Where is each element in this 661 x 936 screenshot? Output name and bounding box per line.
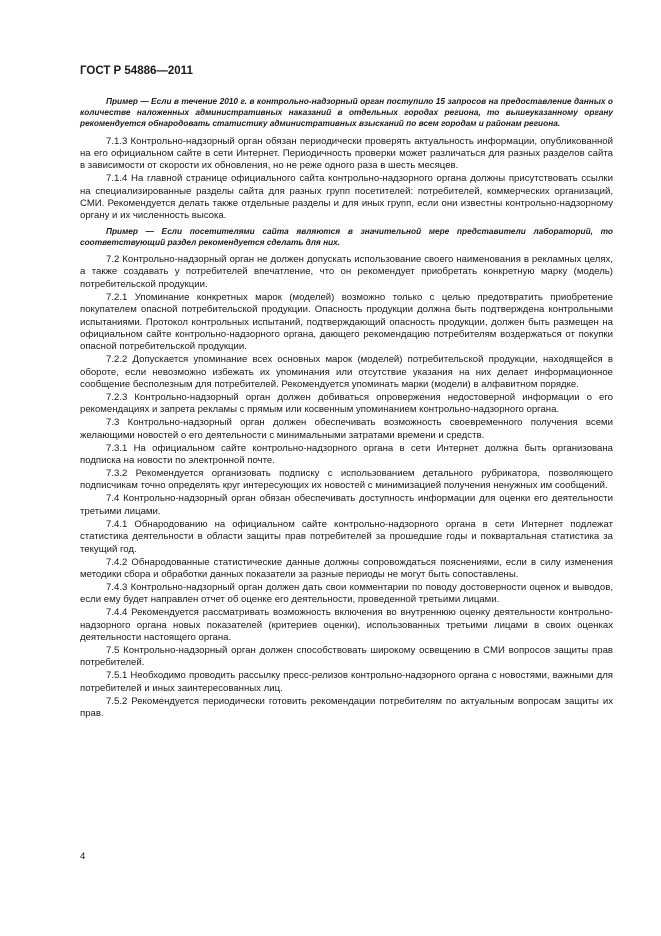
clause-7-5: 7.5 Контрольно-надзорный орган должен способствовать широкому освещению в СМИ вопросов защиты прав потребителей. bbox=[80, 645, 613, 669]
clause-7-4: 7.4 Контрольно-надзорный орган обязан обеспечивать доступность информации для оценки его деятельности третьими лицами. bbox=[80, 493, 613, 517]
clause-7-4-2: 7.4.2 Обнародованные статистические данные должны сопровождаться пояснениями, если в силу изменения методики сбора и обработки данных показатели за разные периоды не могут быть сопоставлены. bbox=[80, 556, 613, 580]
document-body bbox=[80, 93, 613, 721]
example-paragraph: Пример — Если посетителями сайта являются в значительной мере представители лабораторий, то соответствующий раздел рекомендуется сделать для них. bbox=[80, 225, 613, 247]
clause-7-2-3: 7.2.3 Контрольно-надзорный орган должен добиваться опровержения недостоверной информации о его рекомендациях и запрета рекламы с прямым или косвенным упоминанием контрольно-надзорного органа. bbox=[80, 391, 613, 416]
clause-7-5-2: 7.5.2 Рекомендуется периодически готовить рекомендации потребителям по актуальным вопросам защиты их прав. bbox=[80, 695, 613, 720]
clause-7-2-1: 7.2.1 Упоминание конкретных марок (моделей) возможно только с целью предотвратить приобретение покупателем опасной потребительской продукции. Опасность продукции должна быть подтверждена контрольными испытаниями. Протокол контрольных испытаний, подтверждающий опасность продукции, должен быть размещен на официальном сайте контрольно-надзорного органа, дающего рекомендацию потребителям воздержаться от покупки опасной потребительской продукции. bbox=[80, 291, 613, 353]
clause-7-4-3: 7.4.3 Контрольно-надзорный орган должен дать свои комментарии по поводу достоверности оценок и выводов, если ему будет направлен отчет об оценке его деятельности, проведенной третьими лицами. bbox=[80, 581, 613, 606]
clause-7-5-1: 7.5.1 Необходимо проводить рассылку пресс-релизов контрольно-надзорного органа с новостями, важными для потребителей и иных заинтересованных лиц. bbox=[80, 670, 613, 694]
clause-7-3: 7.3 Контрольно-надзорный орган должен обеспечивать возможность своевременного получения всеми желающими новостей о его деятельности с минимальными затратами времени и средств. bbox=[80, 417, 613, 441]
clause-7-4-1: 7.4.1 Обнародованию на официальном сайте контрольно-надзорного органа в сети Интернет подлежат статистика деятельности в области защиты прав потребителей за прошедшие годы и поквартальная статистика за текущий год. bbox=[80, 518, 613, 555]
clause-7-2-2: 7.2.2 Допускается упоминание всех основных марок (моделей) потребительской продукции, находящейся в обороте, если невозможно избежать их упоминания или отсутствие указания на них делает информационное сообщение бесполезным для потребителей. Рекомендуется упоминать марки (модели) в алфавитном порядке. bbox=[80, 354, 613, 390]
page-number: 4 bbox=[80, 851, 86, 862]
clause-7-3-2: 7.3.2 Рекомендуется организовать подписку с использованием детального рубрикатора, позволяющего подписчикам точно определять круг интересующих их новостей с минимизацией получения ненужных им сообщений. bbox=[80, 468, 613, 492]
document-header: ГОСТ Р 54886—2011 bbox=[80, 65, 193, 77]
clause-7-2: 7.2 Контрольно-надзорный орган не должен допускать использование своего наименования в рекламных целях, а также создавать у потребителей впечатление, что он рекомендует приобретать конкретную марку (модель) потребительской продукции. bbox=[80, 254, 613, 290]
clause-7-1-3: 7.1.3 Контрольно-надзорный орган обязан периодически проверять актуальность информации, опубликованной на его официальном сайте в сети Интернет. Периодичность проверки может различаться для разных разделов сайта в зависимости от скорости их обновления, но не реже одного раза в шесть месяцев. bbox=[80, 135, 613, 172]
example-paragraph: Пример — Если в течение 2010 г. в контрольно-надзорный орган поступило 15 запросов на предоставление данных о количестве наложенных административных наказаний в отдельных городах региона, то вышеуказанному органу рекомендуется обнародовать статистику административных взысканий по всем городам и районам региона. bbox=[80, 96, 613, 129]
clause-7-3-1: 7.3.1 На официальном сайте контрольно-надзорного органа в сети Интернет должна быть организована подписка на новости по электронной почте. bbox=[80, 442, 613, 467]
clause-7-4-4: 7.4.4 Рекомендуется рассматривать возможность включения во внутреннюю оценку деятельности контрольно-надзорного органа новых показателей (критериев оценки), использованных третьими лицами в своих оценках деятельности настоящего органа. bbox=[80, 607, 613, 643]
clause-7-1-4: 7.1.4 На главной странице официального сайта контрольно-надзорного органа должны присутствовать ссылки на специализированные разделы сайта для разных групп посетителей: потребителей, коммерческих организаций, СМИ. Рекомендуется делать также отдельные разделы и для иных групп, если они известны контрольно-надзорному органу и их численность высока. bbox=[80, 173, 613, 222]
